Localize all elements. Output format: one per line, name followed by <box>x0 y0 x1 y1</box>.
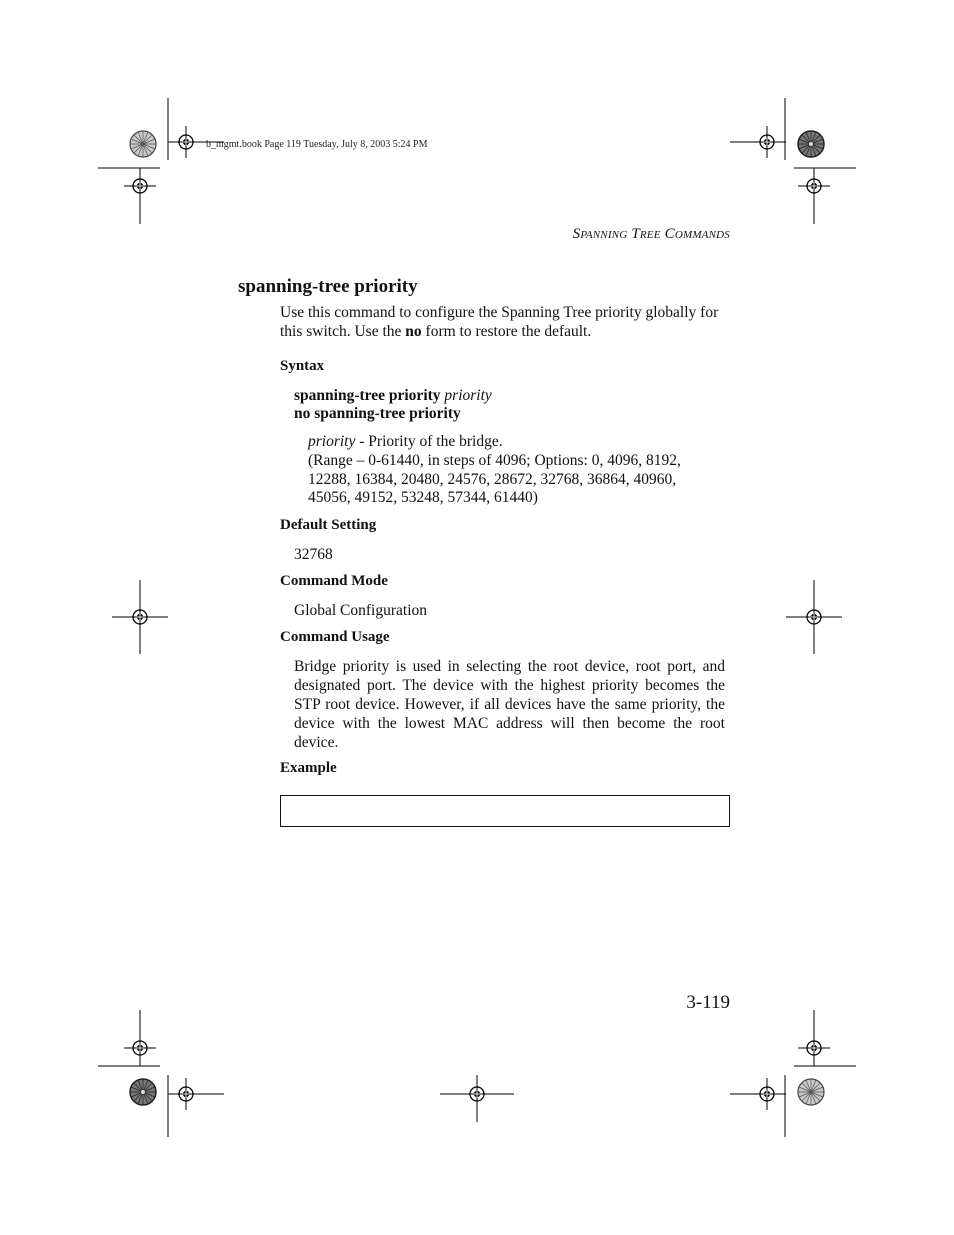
registration-mark-icon <box>124 170 156 202</box>
color-bar-star-icon <box>798 131 824 157</box>
color-bar-star-icon <box>798 1079 824 1105</box>
command-mode-heading: Command Mode <box>280 573 388 589</box>
registration-mark-icon <box>461 1078 493 1110</box>
registration-mark-icon <box>170 1078 202 1110</box>
registration-mark-icon <box>798 601 830 633</box>
example-code-box <box>280 795 730 827</box>
parameter-range-line: (Range – 0-61440, in steps of 4096; Options: 0, 4096, 8192, <box>308 452 681 469</box>
syntax-no-form: no spanning-tree priority <box>294 405 461 422</box>
print-slug: b_mgmt.book Page 119 Tuesday, July 8, 2003 5:24 PM <box>206 139 428 150</box>
color-bar-star-icon <box>130 131 156 157</box>
page-title: spanning-tree priority <box>238 276 418 297</box>
registration-mark-icon <box>170 126 202 158</box>
parameter-description: priority - Priority of the bridge. <box>308 433 503 450</box>
page-number: 3-119 <box>686 992 730 1013</box>
command-usage-heading: Command Usage <box>280 629 390 645</box>
registration-mark-icon <box>751 1078 783 1110</box>
command-mode-value: Global Configuration <box>294 602 428 619</box>
parameter-range-line: 45056, 49152, 53248, 57344, 61440) <box>308 489 538 506</box>
registration-mark-icon <box>751 126 783 158</box>
parameter-range-line: 12288, 16384, 20480, 24576, 28672, 32768, 36864, 40960, <box>308 471 677 488</box>
default-setting-heading: Default Setting <box>280 517 377 533</box>
intro-paragraph: Use this command to configure the Spanning Tree priority globally for this switch. Use the no form to restore the default. <box>280 304 719 340</box>
registration-mark-icon <box>798 170 830 202</box>
example-heading: Example <box>280 760 337 776</box>
registration-mark-icon <box>124 601 156 633</box>
syntax-command: spanning-tree priority priority <box>294 387 492 404</box>
registration-mark-icon <box>124 1032 156 1064</box>
color-bar-star-icon <box>130 1079 156 1105</box>
command-usage-text: Bridge priority is used in selecting the root device, root port, and designated port. The device with the highest priority becomes the STP root device. However, if all devices have the same priority, the device with the lowest MAC address will then become the root device. <box>294 658 725 751</box>
syntax-heading: Syntax <box>280 358 325 374</box>
registration-mark-icon <box>798 1032 830 1064</box>
running-head: SPANNING TREE COMMANDS <box>572 226 730 242</box>
default-setting-value: 32768 <box>294 546 333 563</box>
